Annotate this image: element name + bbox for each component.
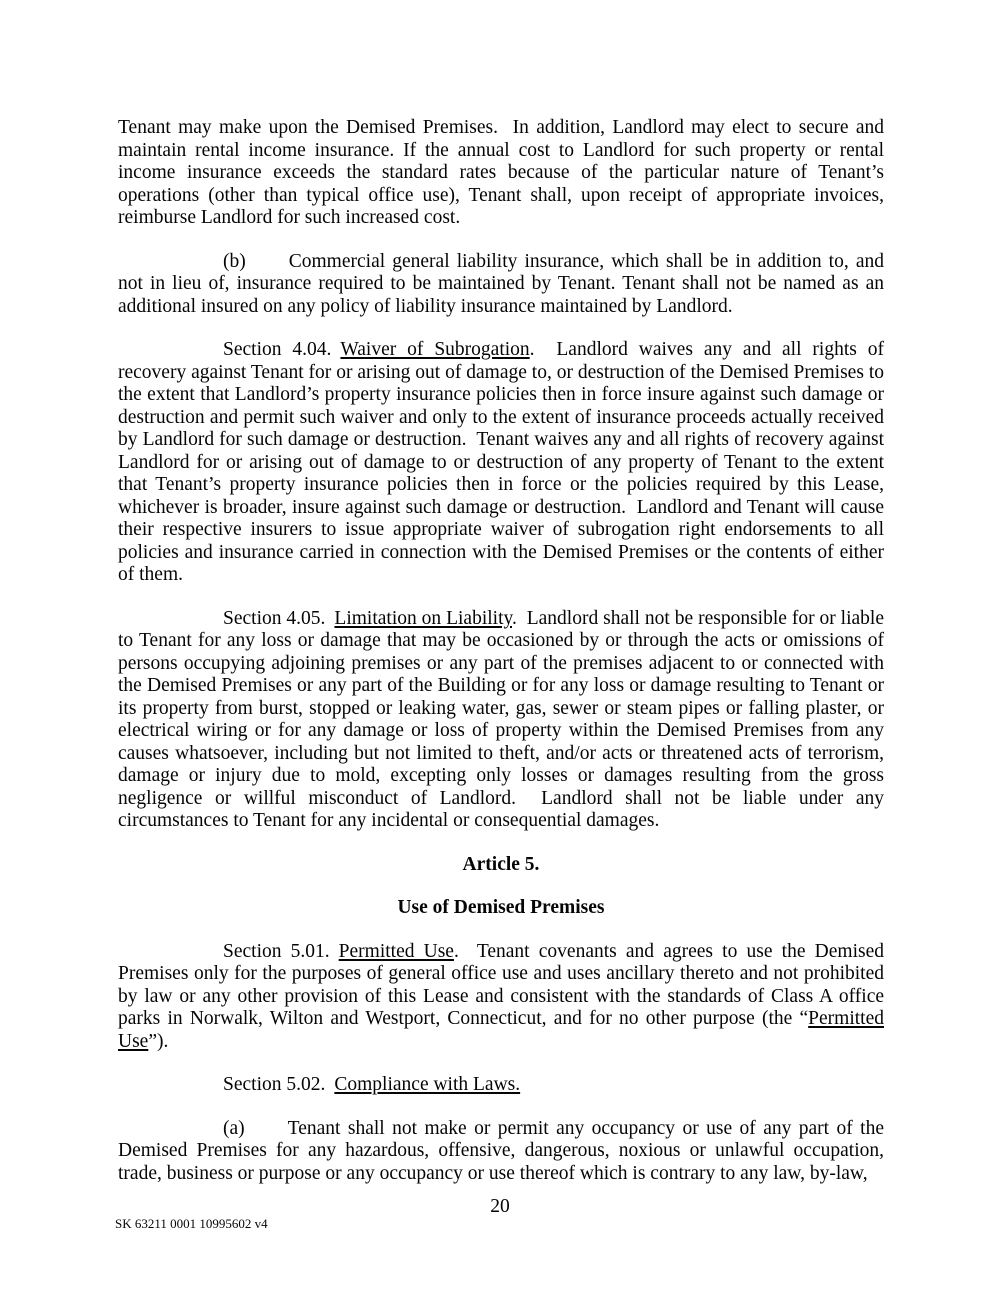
section-body-end: ”). bbox=[148, 1030, 169, 1052]
section-body: . Tenant covenants and agrees to use the Demised Premises only for the purposes of general office use and uses ancillary thereto and not prohibited by law or any other provision of this Lease and consistent with the standards of Class A office parks in Norwalk, Wilton and Westport, Connecticut, and for no other purpose (the “ bbox=[118, 940, 884, 1029]
section-4-04-paragraph bbox=[118, 339, 884, 587]
section-5-01-paragraph bbox=[118, 941, 884, 1054]
heading-text: Article 5. bbox=[462, 853, 540, 875]
document-id-stamp bbox=[115, 1216, 268, 1231]
clause-text: Tenant shall not make or permit any occupancy or use of any part of the Demised Premises for any hazardous, offensive, dangerous, noxious or unlawful occupation, trade, business or purpose or any occupancy or use thereof which is contrary to any law, by-law, bbox=[118, 1117, 884, 1184]
section-title: Compliance with Laws. bbox=[334, 1074, 521, 1095]
section-5-02-paragraph bbox=[118, 1074, 884, 1097]
clause-a-paragraph bbox=[118, 1118, 884, 1186]
section-number: Section 4.05. bbox=[223, 607, 326, 629]
clause-label: (b) bbox=[223, 250, 246, 272]
section-title: Permitted Use bbox=[338, 940, 454, 962]
defined-term: Permitted Use bbox=[118, 1008, 884, 1052]
heading-text: Use of Demised Premises bbox=[397, 897, 605, 918]
page-number-text: 20 bbox=[490, 1196, 510, 1217]
section-body: . Landlord shall not be responsible for or liable to Tenant for any loss or damage that may be occasioned by or through the acts or omissions of persons occupying adjoining premises or any part of the premises adjacent to or connected with the Demised Premises or any part of the Building or for any loss or damage resulting to Tenant or its property from burst, stopped or leaking water, gas, sewer or steam pipes or falling plaster, or electrical wiring or for any damage or loss of property within the Demised Premises from any causes whatsoever, including but not limited to theft, and/or acts or threatened acts of terrorism, damage or injury due to mold, excepting only losses or damages resulting from the gross negligence or willful misconduct of Landlord. Landlord shall not be liable under any circumstances to Tenant for any incidental or consequential damages. bbox=[118, 607, 884, 831]
clause-text: Commercial general liability insurance, which shall be in addition to, and not in lieu of, insurance required to be maintained by Tenant. Tenant shall not be named as an additional insured on any policy of liability insurance maintained by Landlord. bbox=[118, 250, 884, 317]
paragraph-text: Tenant may make upon the Demised Premises. In addition, Landlord may elect to secure and maintain rental income insurance. If the annual cost to Landlord for such property or rental income insurance exceeds the standard rates because of the particular nature of Tenant’s operations (other than typical office use), Tenant shall, upon receipt of appropriate invoices, reimburse Landlord for such increased cost. bbox=[118, 117, 884, 228]
clause-b-paragraph bbox=[118, 251, 884, 319]
section-body: . Landlord waives any and all rights of recovery against Tenant for or arising out of damage to, or destruction of the Demised Premises to the extent that Landlord’s property insurance policies then in force insure against such damage or destruction and permit such waiver and only to the extent of insurance proceeds actually received by Landlord for such damage or destruction. Tenant waives any and all rights of recovery against Landlord for or arising out of damage to or destruction of any property of Tenant to the extent that Tenant’s property insurance policies then in force or the policies required by this Lease, whichever is broader, insure against such damage or destruction. Landlord and Tenant will cause their respective insurers to issue appropriate waiver of subrogation right endorsements to all policies and insurance carried in connection with the Demised Premises or the contents of either of them. bbox=[118, 339, 884, 585]
page-number bbox=[0, 1196, 1000, 1218]
section-title: Limitation on Liability bbox=[334, 607, 512, 629]
section-number: Section 5.01. bbox=[223, 940, 330, 962]
article-5-subheading bbox=[118, 897, 884, 920]
section-number: Section 4.04. bbox=[223, 339, 332, 360]
document-id-text: SK 63211 0001 10995602 v4 bbox=[115, 1216, 268, 1231]
section-number: Section 5.02. bbox=[223, 1074, 326, 1095]
section-4-05-paragraph bbox=[118, 608, 884, 833]
clause-label: (a) bbox=[223, 1117, 245, 1139]
page-body bbox=[118, 117, 884, 1206]
article-5-heading bbox=[118, 854, 884, 877]
section-title: Waiver of Subrogation bbox=[340, 339, 530, 360]
paragraph-continuation bbox=[118, 117, 884, 230]
